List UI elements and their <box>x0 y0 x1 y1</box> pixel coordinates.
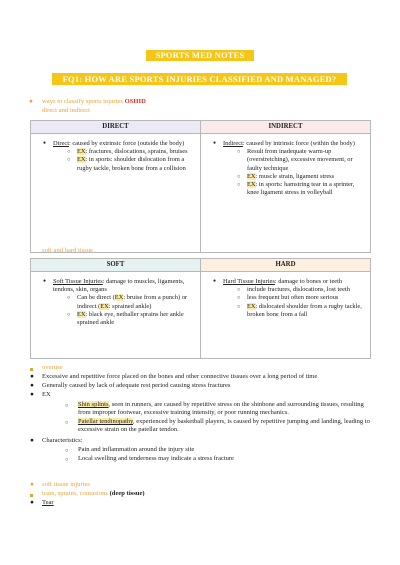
soft-hard-table <box>30 258 371 359</box>
bullet-dot: ● <box>30 499 34 506</box>
soft-injuries-label: soft tissue injuries <box>42 481 90 488</box>
table1-header-direct: DIRECT <box>31 121 201 134</box>
ex-label: EX <box>77 310 86 318</box>
soft-sub1c: : sprained ankle) <box>108 302 152 310</box>
bullet-dot: ● <box>29 98 33 105</box>
indirect-ex2 <box>201 181 370 197</box>
hard-sub3-text: : dislocated shoulder from a rugby tackle, broken bone from a fall <box>247 302 362 318</box>
soft-term: Soft Tissue Injuries <box>53 278 103 285</box>
ex-label: EX <box>247 172 256 180</box>
direct-indirect-label: direct and indirect <box>42 107 90 114</box>
patellar-text: , experienced by basketball players, is caused by repetitive jumping and landing, leading to excessive strain on the patellar tendon. <box>78 418 370 434</box>
indirect-term: Indirect <box>223 140 243 147</box>
overuse-p2: Generally caused by lack of adequate rest period causing stress fractures <box>42 382 231 389</box>
ex-label: EX <box>77 148 86 156</box>
overuse-label: overuse <box>42 364 63 371</box>
soft-def: : damage to muscles, ligaments, tendons, skin, organs <box>53 278 185 294</box>
tears-text: tears, sprains, contusions <box>42 490 108 497</box>
hard-sub1: ○ include fractures, dislocations, lost teeth <box>201 286 370 294</box>
char-1: Pain and inflammation around the injury site <box>78 446 195 453</box>
overuse-p1: Excessive and repetitive force placed on the bones and other connective tissues over a long period of time <box>42 373 318 380</box>
question-heading: FQ1: HOW ARE SPORTS INJURIES CLASSIFIED AND MANAGED? <box>52 73 347 85</box>
ways-text: ways to classify sports injuries <box>42 98 123 105</box>
indirect-ex1 <box>201 173 370 181</box>
direct-indirect-table <box>30 120 371 253</box>
char-2: Local swelling and tenderness may indicate a stress fracture <box>78 455 234 462</box>
soft-sub1a: Can be direct ( <box>77 294 115 302</box>
bullet-dot: ● <box>30 481 34 488</box>
tears-line <box>42 490 145 498</box>
orange-dash <box>30 494 33 497</box>
hard-item <box>201 278 370 286</box>
hard-def: : damage to bones or teeth <box>274 278 343 285</box>
ex-label: EX <box>114 294 124 302</box>
soft-cell <box>31 272 201 359</box>
table2-header-hard: HARD <box>201 259 371 272</box>
direct-cell <box>31 134 201 253</box>
orange-dash <box>30 368 33 371</box>
soft-sub2 <box>31 311 200 327</box>
soft-sub2-text: : black eye, netballer sprains her ankle sprained ankle <box>77 310 184 327</box>
hard-term: Hard Tissue Injuries <box>223 278 275 285</box>
soft-sub1 <box>31 294 200 310</box>
ex-label: EX <box>77 156 86 164</box>
direct-ex2-text: : in sports: shoulder dislocation from a rugby tackle, broken bone from a collision <box>77 156 186 172</box>
circle-bullet: ○ <box>65 457 69 463</box>
bullet-dot: ● <box>30 391 34 398</box>
bullet-dot: ● <box>30 437 34 444</box>
soft-sub1b: : bruise from a punch) or indirect ( <box>77 294 188 310</box>
indirect-cell <box>201 134 371 253</box>
overuse-ex: EX <box>42 391 51 398</box>
patellar-term: Patellar tendinopathy <box>78 418 133 425</box>
hard-sub3 <box>201 303 370 319</box>
ex-label: EX <box>100 302 109 310</box>
ex-label: EX <box>247 302 256 310</box>
characteristics-label: Characteristics: <box>42 437 83 444</box>
direct-item <box>31 140 200 148</box>
indirect-item <box>201 140 370 148</box>
ways-line <box>42 98 146 106</box>
shin-splints-item <box>78 401 370 418</box>
direct-def: : caused by extrinsic force (outside the body) <box>68 140 185 147</box>
patellar-item <box>78 418 370 435</box>
direct-term: Direct <box>53 140 69 147</box>
ex-label: EX <box>247 181 256 189</box>
soft-item <box>31 278 200 294</box>
circle-bullet: ○ <box>65 403 69 409</box>
shin-term: Shin splints <box>78 401 109 408</box>
tear-item: Tear <box>42 499 54 506</box>
shin-text: , seen in runners, are caused by repetitive stress on the shinbone and surrounding tissues, resulting from improper footwear, excessive training intensity, or poor running mechanics. <box>78 401 364 417</box>
circle-bullet: ○ <box>65 448 69 454</box>
ways-acronym: OSHID <box>124 98 146 105</box>
direct-ex2 <box>31 156 200 172</box>
indirect-ex2-text: : in sports: hamstring tear in a sprinter, knee ligament stress in volleyball <box>247 181 355 197</box>
bullet-dot: ● <box>30 373 34 380</box>
direct-ex1 <box>31 148 200 156</box>
page-title: SPORTS MED NOTES <box>146 50 254 61</box>
table2-header-soft: SOFT <box>31 259 201 272</box>
hard-cell <box>201 272 371 359</box>
bullet-dot: ● <box>30 382 34 389</box>
deep-tissue: (deep tissue) <box>109 490 145 497</box>
circle-bullet: ○ <box>65 420 69 426</box>
indirect-def: : caused by intrinsic force (within the body) <box>242 140 355 147</box>
direct-ex1-text: : fractures, dislocations, sprains, bruises <box>85 148 188 156</box>
hard-sub2: ○ less frequent but often more serious <box>201 294 370 302</box>
table1-header-indirect: INDIRECT <box>201 121 371 134</box>
soft-hard-label: soft and hard tissue <box>42 247 94 254</box>
indirect-sub1: ○ Result from inadequate warm-up (overstretching), excessive movement, or faulty technique <box>201 148 370 173</box>
indirect-ex1-text: : muscle strain, ligament stress <box>255 172 335 180</box>
